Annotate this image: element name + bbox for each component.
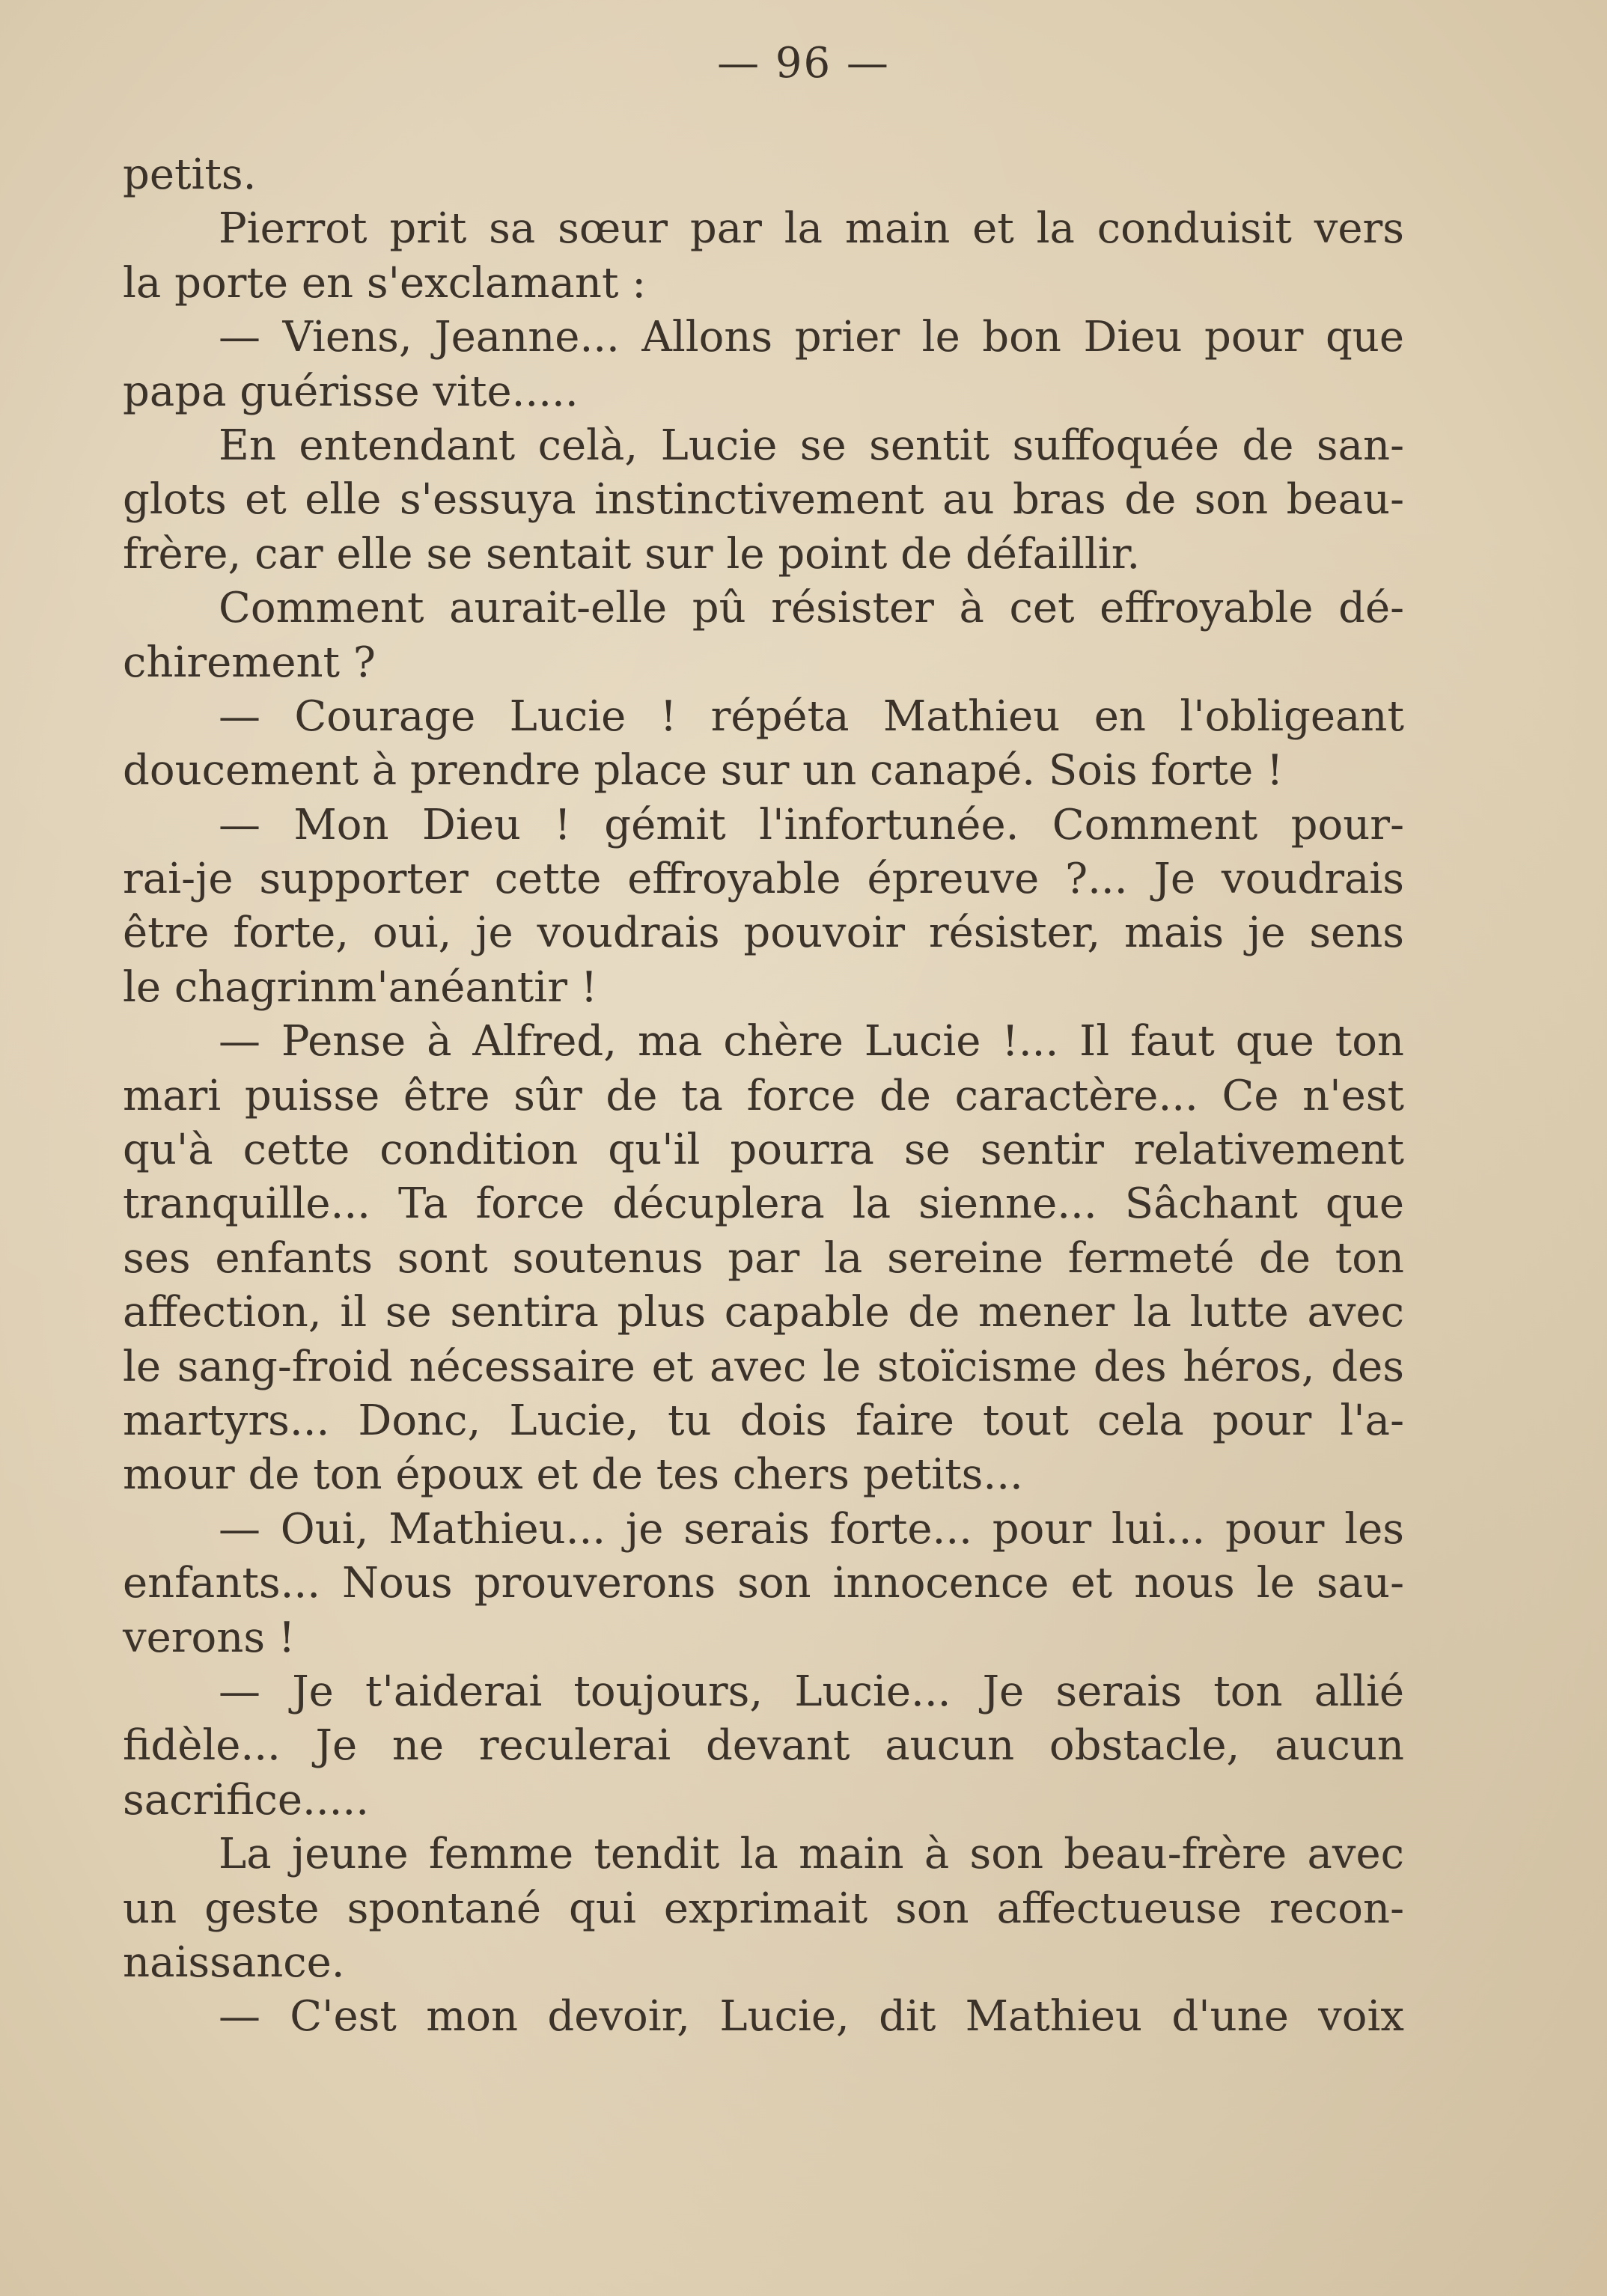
text-line: glots et elle s'essuya instinctivement au bras de son beau- <box>123 475 1404 525</box>
page-number: — 96 — <box>717 39 890 88</box>
text-line: Pierrot prit sa sœur par la main et la conduisit vers <box>219 204 1404 254</box>
text-line: — Courage Lucie ! répéta Mathieu en l'obligeant <box>219 691 1404 741</box>
text-line: verons ! <box>123 1613 296 1662</box>
text-line: martyrs... Donc, Lucie, tu dois faire tout cela pour l'a- <box>123 1396 1404 1445</box>
text-line: rai-je supporter cette effroyable épreuve ?... Je voudrais <box>123 855 1404 904</box>
text-line: être forte, oui, je voudrais pouvoir résister, mais je sens <box>123 909 1404 958</box>
text-line: qu'à cette condition qu'il pourra se sentir relativement <box>123 1126 1404 1175</box>
text-line: doucement à prendre place sur un canapé. Sois forte ! <box>123 746 1284 796</box>
text-line: papa guérisse vite..... <box>123 367 579 416</box>
text-line: le chagrinm'anéantir ! <box>123 962 598 1012</box>
text-line: un geste spontané qui exprimait son affectueuse recon- <box>123 1884 1404 1933</box>
text-line: sacrifice..... <box>123 1775 370 1825</box>
text-line: frère, car elle se sentait sur le point de défaillir. <box>123 529 1141 578</box>
text-line: chirement ? <box>123 638 376 687</box>
text-line: — Pense à Alfred, ma chère Lucie !... Il faut que ton <box>219 1017 1404 1066</box>
text-line: naissance. <box>123 1938 345 1987</box>
text-line: mour de ton époux et de tes chers petits... <box>123 1450 1023 1500</box>
text-line: — Je t'aiderai toujours, Lucie... Je serais ton allié <box>219 1667 1404 1716</box>
text-line: la porte en s'exclamant : <box>123 258 647 308</box>
text-line: mari puisse être sûr de ta force de caractère... Ce n'est <box>123 1071 1404 1120</box>
text-line: — C'est mon devoir, Lucie, dit Mathieu d'une voix <box>219 1992 1404 2042</box>
text-line: — Oui, Mathieu... je serais forte... pour lui... pour les <box>219 1504 1404 1554</box>
text-line: le sang-froid nécessaire et avec le stoïcisme des héros, des <box>123 1342 1404 1391</box>
text-line: tranquille... Ta force décuplera la sienne... Sâchant que <box>123 1179 1404 1229</box>
text-line: La jeune femme tendit la main à son beau-frère avec <box>219 1830 1404 1879</box>
text-line: En entendant celà, Lucie se sentit suffoquée de san- <box>219 421 1404 470</box>
text-line: — Viens, Jeanne... Allons prier le bon Dieu pour que <box>219 313 1404 362</box>
text-line: ses enfants sont soutenus par la sereine fermeté de ton <box>123 1233 1404 1283</box>
body-text <box>123 148 1404 2045</box>
text-line: petits. <box>123 150 257 199</box>
text-line: — Mon Dieu ! gémit l'infortunée. Comment pour- <box>219 800 1404 849</box>
text-line: enfants... Nous prouverons son innocence et nous le sau- <box>123 1559 1404 1608</box>
text-line: fidèle... Je ne reculerai devant aucun obstacle, aucun <box>123 1721 1404 1771</box>
text-line: Comment aurait-elle pû résister à cet effroyable dé- <box>219 584 1404 633</box>
text-line: affection, il se sentira plus capable de mener la lutte avec <box>123 1288 1404 1337</box>
